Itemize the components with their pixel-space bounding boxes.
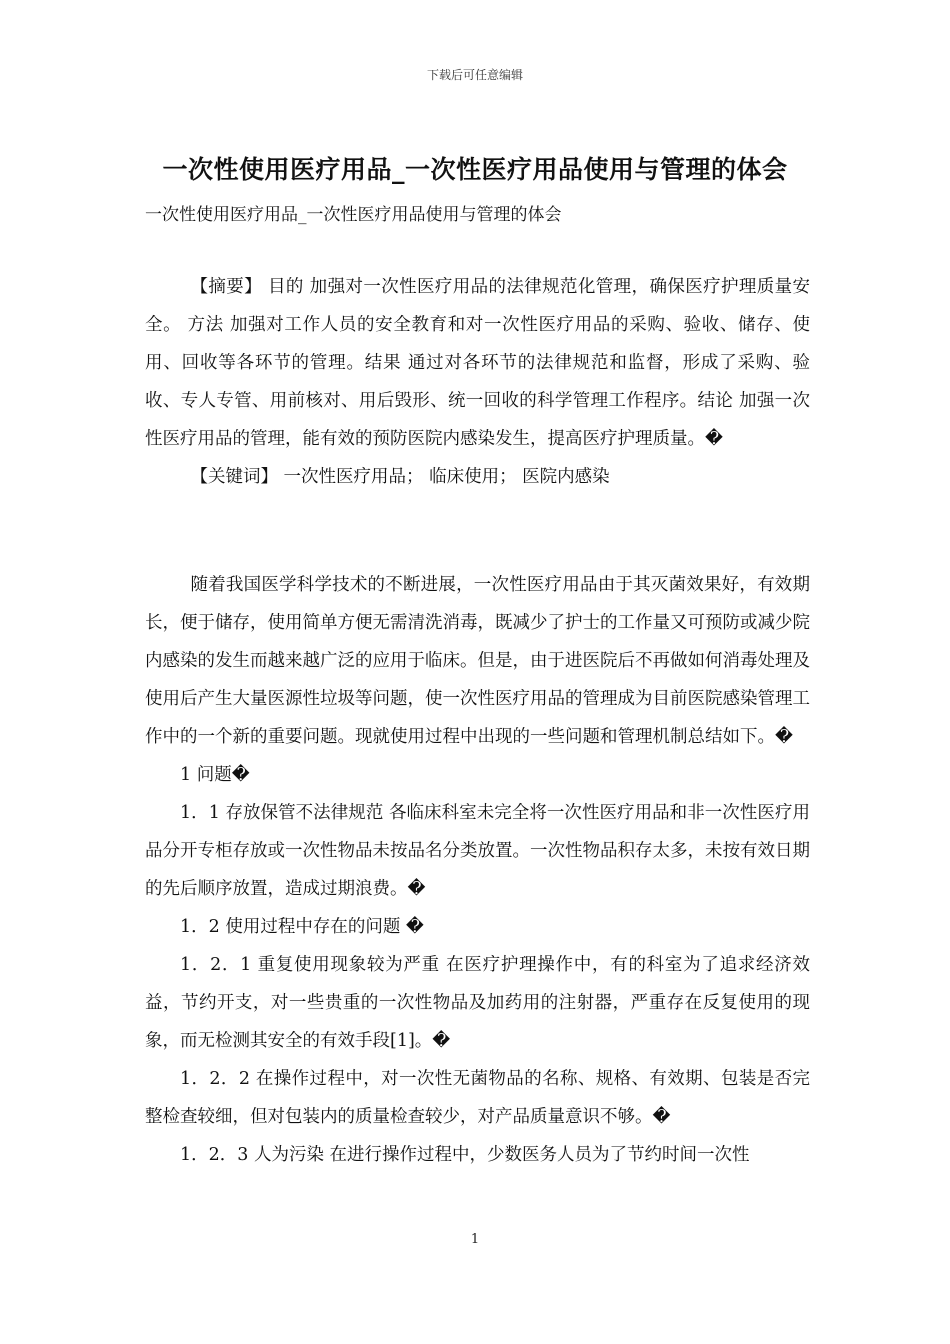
section-1-2-2-paragraph: 1．2．2 在操作过程中，对一次性无菌物品的名称、规格、有效期、包装是否完整检查较细，但对包装内的质量检查较少，对产品质量意识不够。� <box>145 1069 810 1127</box>
page-number: 1 <box>470 1232 480 1247</box>
section-heading-1: 1 问题� <box>180 765 250 785</box>
document-subtitle: 一次性使用医疗用品_一次性医疗用品使用与管理的体会 <box>145 205 562 225</box>
section-1-2-3-paragraph: 1．2．3 人为污染 在进行操作过程中，少数医务人员为了节约时间一次性 <box>180 1145 750 1165</box>
abstract-section <box>145 268 810 496</box>
abstract-paragraph: 【摘要】 目的 加强对一次性医疗用品的法律规范化管理，确保医疗护理质量安全。 方法 加强对工作人员的安全教育和对一次性医疗用品的采购、验收、储存、使用、回收等各环节的管理。结果 通过对各环节的法律规范和监督，形成了采购、验收、专人专管、用前核对、用后毁形、统一回收的科学管理工作程序。结论 加强一次性医疗用品的管理，能有效的预防医院内感染发生，提高医疗护理质量。� <box>145 277 810 449</box>
main-body <box>145 566 810 1174</box>
section-1-2-heading: 1．2 使用过程中存在的问题 � <box>180 917 424 937</box>
header-note: 下载后可任意编辑 <box>426 68 523 82</box>
section-1-1-paragraph: 1．1 存放保管不法律规范 各临床科室未完全将一次性医疗用品和非一次性医疗用品分开专柜存放或一次性物品未按品名分类放置。一次性物品积存太多，未按有效日期的先后顺序放置，造成过期浪费。� <box>145 803 810 899</box>
section-1-2-1-paragraph: 1．2．1 重复使用现象较为严重 在医疗护理操作中，有的科室为了追求经济效益，节约开支，对一些贵重的一次性物品及加药用的注射器，严重存在反复使用的现象，而无检测其安全的有效手段[1]。� <box>145 955 810 1051</box>
document-title: 一次性使用医疗用品_一次性医疗用品使用与管理的体会 <box>162 155 788 184</box>
keywords-line: 【关键词】 一次性医疗用品； 临床使用； 医院内感染 <box>190 467 610 487</box>
intro-paragraph: 随着我国医学科学技术的不断进展，一次性医疗用品由于其灭菌效果好，有效期长，便于储存，使用简单方便无需清洗消毒，既减少了护士的工作量又可预防或减少院内感染的发生而越来越广泛的应用于临床。但是，由于进医院后不再做如何消毒处理及使用后产生大量医源性垃圾等问题，使一次性医疗用品的管理成为目前医院感染管理工作中的一个新的重要问题。现就使用过程中出现的一些问题和管理机制总结如下。� <box>145 575 810 747</box>
